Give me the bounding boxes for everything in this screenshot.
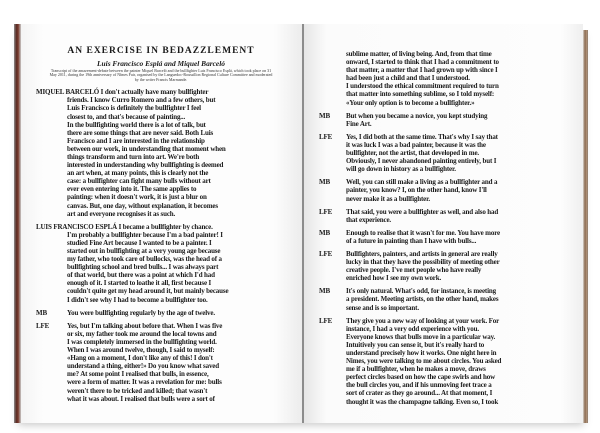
- dialogue-entry: [319, 229, 575, 245]
- text-line: When I was around twelve, though, I said to myself:: [67, 346, 215, 355]
- left-page: [21, 24, 302, 423]
- open-book: [14, 24, 588, 423]
- text-line: Nimes, you were talking to me about circles. You asked: [346, 357, 502, 366]
- text-line: I didn't see why I had to become a bullfighter too.: [67, 295, 208, 304]
- text-line: painter, you know? I, on the other hand, know I'll: [346, 186, 487, 195]
- speaker-label: MB: [319, 228, 330, 237]
- speaker-label: MB: [36, 308, 47, 317]
- text-line: weren't there to be tricked and killed; that wasn't: [67, 386, 208, 395]
- text-line: my father, who took care of bullocks, was the head of a: [67, 255, 222, 264]
- text-line: They give you a new way of looking at your work. For: [346, 316, 500, 325]
- dialogue-entry: [36, 322, 294, 403]
- article-title: AN EXERCISE IN BEDAZZLEMENT: [67, 46, 255, 56]
- text-line: enriched how I see my own work.: [346, 274, 442, 283]
- text-line: interested in understanding why bullfighting is deemed: [67, 161, 224, 170]
- text-line: me? At some point I realised that bulls, in essence,: [67, 370, 209, 379]
- entry-first-line: LUIS FRANCISCO ESPLÁ I became a bullfighter by chance.: [36, 222, 213, 231]
- text-line: Luis Francisco is definitely the bullfighter I feel: [67, 104, 201, 113]
- text-line: Intuitively you can sense it, but it's really hard to: [346, 340, 485, 349]
- dialogue-entry: [319, 287, 575, 311]
- speaker-label: MB: [319, 178, 330, 187]
- text-line: studied Fine Art because I wanted to be a painter. I: [67, 238, 212, 247]
- text-line: me if a bullfighter, when he makes a move, draws: [346, 365, 486, 374]
- text-line: there are some things that are never said. Both Luis: [67, 128, 214, 137]
- entry-body: [346, 112, 575, 128]
- text-line: Francisco and I are interested in the relationship: [67, 136, 205, 145]
- text-line: that matter, a matter that I had grown up with since I: [346, 66, 498, 75]
- text-line: will go down in history as a bullfighter.: [346, 165, 456, 174]
- text-line: that matter into something sublime, so I told myself:: [346, 90, 495, 99]
- text-line: I was completely immersed in the bullfighting world.: [67, 337, 217, 346]
- text-line: «Hang on a moment, I don't like any of this! I don't: [67, 354, 213, 363]
- dialogue-entry: [36, 223, 294, 304]
- text-line: onward, I started to think that I had a commitment to: [346, 58, 499, 67]
- right-page-edge: [583, 30, 588, 423]
- speaker-label: LFE: [319, 132, 333, 141]
- text-line: Obviously, I never abandoned painting entirely, but I: [346, 157, 497, 166]
- text-line: couldn't quite get my head around it, but mainly because: [67, 287, 229, 296]
- text-line: never make it as a bullfighter.: [346, 194, 431, 203]
- text-line: were a form of matter. It was a revelation for me: bulls: [67, 378, 222, 387]
- text-line: In the bullfighting world there is a lot of talk, but: [67, 120, 206, 129]
- speaker-label: LFE: [319, 316, 333, 325]
- speaker-label: LFE: [36, 321, 50, 330]
- text-line: Everyone knows that bulls move in a particular way.: [346, 332, 496, 341]
- text-line: I understood the ethical commitment required to turn: [346, 82, 499, 91]
- entry-body: [346, 250, 575, 282]
- text-line: That said, you were a bullfighter as well, and also had: [346, 207, 499, 216]
- text-line: It's only natural. What's odd, for instance, is meeting: [346, 287, 496, 296]
- entry-body: [67, 322, 294, 403]
- text-line: understand a thing, either!» Do you know what saved: [67, 362, 220, 371]
- text-line: sublime matter, of living being. And, from that time: [346, 50, 492, 58]
- text-line: creative people. I've met people who have really: [346, 266, 482, 275]
- text-line: Well, you can still make a living as a bullfighter and a: [346, 178, 498, 187]
- entry-body: [346, 208, 575, 224]
- text-line: art and everyone recognises it as such.: [67, 209, 176, 218]
- text-line: it was luck I was a bad painter, because it was the: [346, 140, 486, 149]
- dialogue-entry: [319, 250, 575, 282]
- text-line: But when you became a novice, you kept studying: [346, 111, 488, 120]
- text-line: ever even entering into it. The same applies to: [67, 185, 197, 194]
- entry-body: [346, 178, 575, 202]
- speaker-label: LFE: [319, 207, 333, 216]
- article-intro: Transcript of the amazement-debate between the painter Miquel Barceló and the bullfighter Luis Francisco Esplá, which took place on 31 May 2011, during the 19th anniversary of Nîmes Fair, organised by the Languedoc-Roussillon Regional Culture Committee and moderated by the writer Francis Marmande.: [49, 68, 273, 82]
- left-page-edge: [14, 24, 21, 423]
- entry-body: [67, 309, 294, 317]
- text-line: a president. Meeting artists, on the other hand, makes: [346, 295, 499, 304]
- entry-body: [36, 231, 294, 304]
- right-page: [304, 24, 583, 423]
- entry-body: [346, 229, 575, 245]
- entry-body: [36, 96, 294, 217]
- text-line: understand precisely how it works. One night here in: [346, 349, 497, 357]
- text-line: of a future in painting than I have with bulls...: [346, 236, 477, 245]
- text-line: or six, my father took me around the local towns and: [67, 329, 217, 338]
- text-line: closest to, and that's because of painting...: [67, 112, 186, 121]
- text-line: Enough to realise that it wasn't for me. You have more: [346, 228, 500, 237]
- continuation-text: [319, 50, 575, 107]
- text-line: the bull circles you, and if his unmoving feet trace a: [346, 381, 492, 390]
- speaker-label: MB: [319, 111, 330, 120]
- text-line: between our work, in understanding that moment when: [67, 144, 226, 153]
- text-line: that experience.: [346, 215, 392, 224]
- text-line: canvas. But, one day, without explanation, it becomes: [67, 201, 218, 210]
- speaker-label: LFE: [319, 249, 333, 258]
- text-line: enough of it. I started to loathe it all, first because I: [67, 279, 212, 288]
- text-line: bullfighting school and bred bulls... I was always part: [67, 263, 219, 272]
- dialogue-entry: [319, 112, 575, 128]
- speaker-label: MB: [319, 287, 330, 296]
- text-line: sort of crater as they go around... At that moment, I: [346, 389, 493, 398]
- text-line: things transform and turn into art. We're both: [67, 152, 200, 161]
- dialogue-entry: [319, 133, 575, 173]
- text-line: had been just a child and that I understood.: [346, 74, 470, 83]
- text-line: Bullfighters, painters, and artists in general are really: [346, 249, 498, 258]
- text-line: an art when, at many points, this is clearly not the: [67, 169, 209, 178]
- text-line: case: a bullfighter can fight many bulls without art: [67, 177, 211, 186]
- entry-first-line: MIQUEL BARCELÓ I don't actually have many bullfighter: [36, 88, 209, 97]
- text-line: instance, I had a very odd experience with you.: [346, 324, 479, 333]
- text-line: friends. I know Curro Romero and a few others, but: [67, 96, 216, 105]
- entry-body: [346, 317, 575, 406]
- text-line: of that world, but there was a point at which I'd had: [67, 271, 215, 280]
- dialogue-entry: [319, 208, 575, 224]
- dialogue-entry: [36, 309, 294, 317]
- text-line: Fine Art.: [346, 119, 372, 128]
- dialogue-entry: [319, 317, 575, 406]
- text-line: painting: when it doesn't work, it is just a blur on: [67, 193, 207, 202]
- text-line: bullfighter, not the artist, that developed in me.: [346, 149, 480, 158]
- text-line: sense and is so important.: [346, 303, 419, 312]
- entry-body: [346, 287, 575, 311]
- text-line: thought it was the champagne talking. Even so, I took: [346, 397, 499, 406]
- text-line: I'm probably a bullfighter because I'm a bad painter! I: [67, 230, 223, 239]
- text-line: what it was about. I realised that bulls were a sort of: [67, 394, 215, 403]
- dialogue-entry: [319, 178, 575, 202]
- text-line: You were bullfighting regularly by the age of twelve.: [67, 308, 215, 317]
- entry-body: [346, 133, 575, 173]
- text-line: started out in bullfighting at a very young age because: [67, 247, 221, 255]
- text-line: Yes, but I'm talking about before that. When I was five: [67, 321, 223, 330]
- article-authors: Luis Francisco Esplá and Miquel Barceló: [97, 59, 225, 68]
- text-line: perfect circles based on how the cape swirls and how: [346, 373, 495, 382]
- text-line: «Your only option is to become a bullfighter.»: [346, 98, 475, 107]
- dialogue-entry: [36, 88, 294, 218]
- text-line: lucky in that they have the possibility of meeting other: [346, 258, 500, 267]
- text-line: Yes, I did both at the same time. That's why I say that: [346, 132, 498, 141]
